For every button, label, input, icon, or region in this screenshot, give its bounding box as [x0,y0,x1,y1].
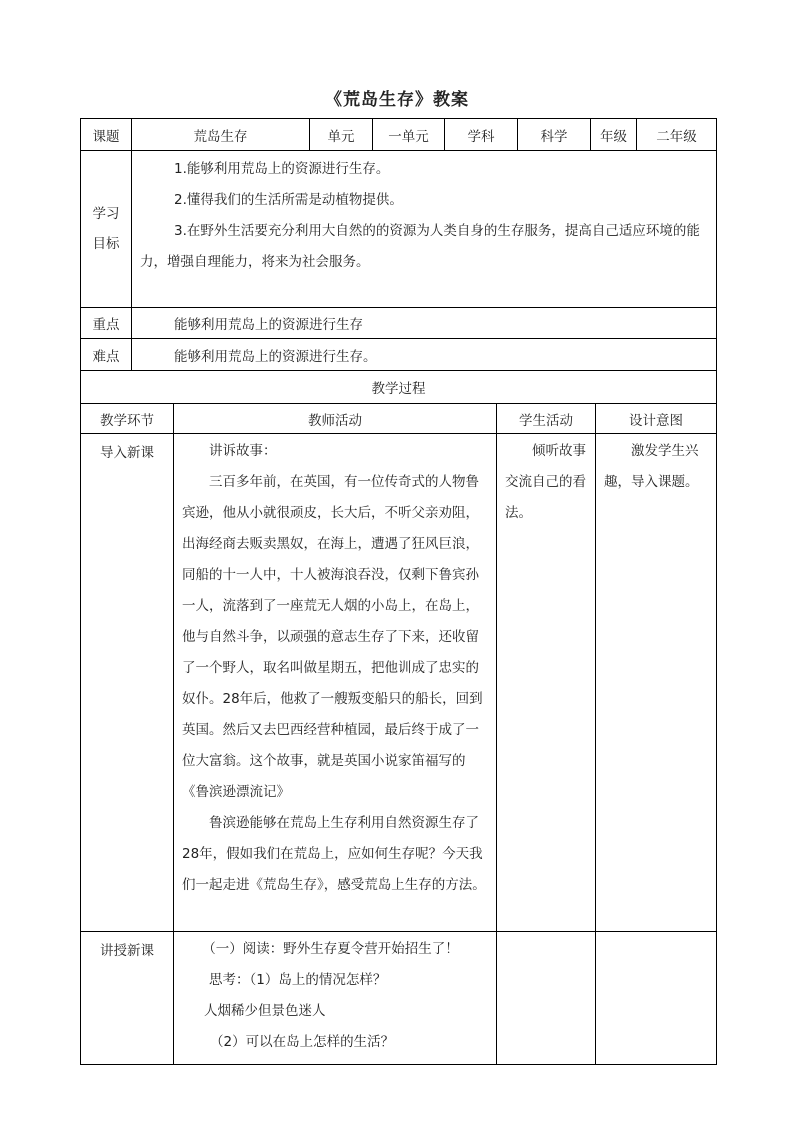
process-title: 教学过程 [81,371,717,404]
process-row-intro [81,434,717,932]
process-header-row [81,404,717,434]
goal-item: 3.在野外生活要充分利用大自然的的资源为人类自身的生存服务，提高自己适应环境的能力，增强自理能力，将来为社会服务。 [140,223,700,270]
design-intent-cell [596,932,717,1065]
page-title: 《荒岛生存》教案 [325,90,469,110]
key-point-row [81,308,717,339]
goals-label-line2: 目标 [92,236,120,252]
student-activity-cell [497,932,596,1065]
teacher-paragraph: 思考：（1）岛上的情况怎样？ [209,972,387,988]
subject-value: 科学 [518,119,591,151]
difficulty-text: 能够利用荒岛上的资源进行生存。 [132,339,717,371]
lesson-info-table [80,118,717,371]
column-header: 教师活动 [174,404,497,434]
unit-label: 单元 [310,119,373,151]
teacher-paragraph: 鲁滨逊能够在荒岛上生存利用自然资源生存了 28年，假如我们在荒岛上，应如何生存呢？今天我们一起走进《荒岛生存》，感受荒岛上生存的方法。 [182,815,486,893]
design-intent-text: 激发学生兴趣，导入课题。 [604,443,699,490]
design-intent-cell [596,434,717,932]
teacher-paragraph: （一）阅读：野外生存夏令营开始招生了！ [202,941,459,957]
teacher-paragraph: （2）可以在岛上怎样的生活？ [210,1034,395,1050]
difficulty-label: 难点 [81,339,132,371]
teacher-paragraph: 讲诉故事： [209,443,277,459]
goals-row [81,151,717,308]
header-row [81,119,717,151]
teaching-process-table [80,370,717,1065]
subject-label: 学科 [445,119,518,151]
key-point-text: 能够利用荒岛上的资源进行生存 [132,308,717,339]
difficulty-row [81,339,717,371]
process-title-row [81,371,717,404]
process-row-new [81,932,717,1065]
student-activity-cell [497,434,596,932]
key-point-label: 重点 [81,308,132,339]
teacher-paragraph: 三百多年前，在英国，有一位传奇式的人物鲁宾逊，他从小就很顽皮，长大后，不听父亲劝阻，出海经商去贩卖黑奴，在海上，遭遇了狂风巨浪，同船的十一人中，十人被海浪吞没，仅剩下鲁宾孙一人，流落到了一座荒无人烟的小岛上，在岛上，他与自然斗争，以顽强的意志生存了下来，还收留了一个野人，取名叫做星期五，把他训成了忠实的奴仆。28年后，他救了一艘叛变船只的船长，回到英国。然后又去巴西经营种植园，最后终于成了一位大富翁。这个故事，就是英国小说家笛福写的《鲁滨逊漂流记》 [182,474,483,800]
teacher-activity-cell [174,932,497,1065]
stage-cell: 讲授新课 [81,932,174,1065]
student-activity-text: 倾听故事交流自己的看法。 [505,443,586,521]
column-header: 设计意图 [596,404,717,434]
goal-item: 2.懂得我们的生活所需是动植物提供。 [174,192,403,208]
column-header: 教学环节 [81,404,174,434]
grade-value: 二年级 [637,119,717,151]
grade-label: 年级 [591,119,637,151]
teacher-activity-cell [174,434,497,932]
teacher-paragraph: 人烟稀少但景色迷人 [204,1003,326,1019]
topic-value: 荒岛生存 [132,119,310,151]
goal-item: 1.能够利用荒岛上的资源进行生存。 [174,161,390,177]
unit-value: 一单元 [373,119,445,151]
goals-label-line1: 学习 [92,206,120,222]
goals-label [81,151,132,308]
column-header: 学生活动 [497,404,596,434]
topic-label: 课题 [81,119,132,151]
stage-cell: 导入新课 [81,434,174,932]
goals-content [132,151,717,308]
